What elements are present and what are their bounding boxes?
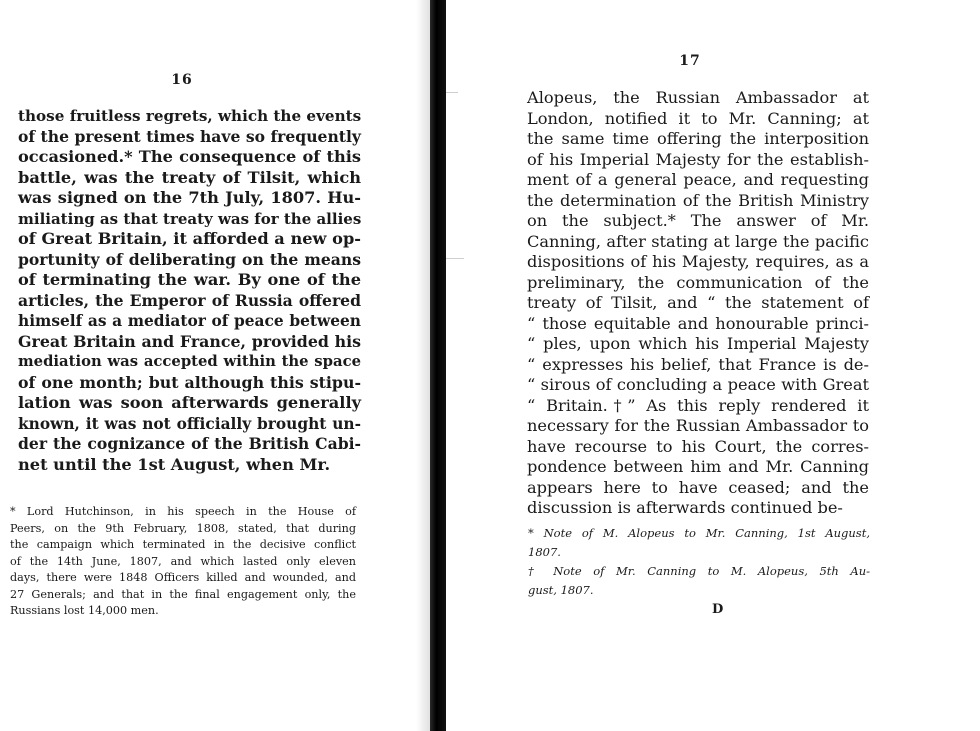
text-line: of Great Britain, it afforded a new op- — [18, 229, 361, 248]
text-line: appears here to have ceased; and the — [527, 477, 869, 497]
body-text — [527, 88, 869, 519]
text-line: himself as a mediator of peace between — [18, 312, 361, 330]
text-line: “ sirous of concluding a peace with Great — [527, 375, 869, 394]
text-line: of the present times have so frequently — [18, 126, 361, 146]
text-line: London, notified it to Mr. Canning; at — [527, 108, 869, 128]
footnote-line: gust, 1807. — [528, 583, 594, 597]
text-line: der the cognizance of the British Cabi- — [18, 434, 361, 453]
text-line: occasioned.* The consequence of this — [18, 147, 361, 166]
text-line: on the subject.* The answer of Mr. — [527, 211, 869, 230]
scan-mark — [446, 92, 458, 93]
page-number: 16 — [171, 72, 193, 88]
scan-mark — [446, 258, 464, 259]
footnote-line: * Lord Hutchinson, in his speech in the House of — [10, 505, 356, 518]
footnote-line: Russians lost 14,000 men. — [10, 604, 159, 617]
text-line: the same time offering the interposition — [527, 129, 869, 148]
text-line: articles, the Emperor of Russia offered — [18, 290, 361, 310]
footnotes — [528, 524, 870, 600]
text-line: of one month; but although this stipu- — [18, 372, 361, 392]
book-gutter — [430, 0, 446, 731]
text-line: “ ples, upon which his Imperial Majesty — [527, 334, 869, 353]
footnotes — [10, 504, 356, 620]
page-number: 17 — [679, 53, 701, 69]
footnote-line: 27 Generals; and that in the final engagement only, the — [10, 587, 356, 601]
text-line: necessary for the Russian Ambassador to — [527, 416, 869, 435]
text-line: dispositions of his Majesty, requires, as a — [527, 252, 869, 271]
text-line: “ expresses his belief, that France is de- — [527, 354, 869, 374]
text-line: “ Britain.†” As this reply rendered it — [527, 395, 869, 415]
footnote-line: the campaign which terminated in the decisive conflict — [10, 538, 356, 551]
text-line: Great Britain and France, provided his — [18, 331, 361, 351]
text-line: treaty of Tilsit, and “ the statement of — [527, 293, 869, 312]
footnote-line: * Note of M. Alopeus to Mr. Canning, 1st August, — [528, 526, 870, 540]
text-line: those fruitless regrets, which the events — [18, 107, 362, 125]
footnote-line: † Note of Mr. Canning to M. Alopeus, 5th Au- — [528, 564, 870, 578]
text-line: “ those equitable and honourable princi- — [527, 313, 869, 333]
left-page — [0, 0, 430, 731]
text-line: battle, was the treaty of Tilsit, which — [18, 167, 361, 187]
footnote-line: days, there were 1848 Officers killed and wounded, and — [10, 571, 356, 584]
text-line: miliating as that treaty was for the allies — [18, 209, 362, 228]
text-line: the determination of the British Ministry — [527, 190, 869, 210]
body-text — [18, 106, 361, 475]
signature-mark: D — [712, 602, 724, 617]
footnote-line: of the 14th June, 1807, and which lasted only eleven — [10, 554, 356, 568]
text-line: of his Imperial Majesty for the establish- — [527, 149, 869, 169]
footnote-line: Peers, on the 9th February, 1808, stated, that during — [10, 521, 356, 535]
text-line: Alopeus, the Russian Ambassador at — [527, 88, 869, 107]
text-line: mediation was accepted within the space — [18, 353, 361, 370]
footnote-line: 1807. — [528, 545, 561, 559]
text-line: preliminary, the communication of the — [527, 272, 869, 292]
text-line: of terminating the war. By one of the — [18, 270, 361, 289]
text-line: Canning, after stating at large the pacific — [527, 231, 869, 251]
text-line: lation was soon afterwards generally — [18, 393, 361, 412]
text-line: net until the 1st August, when Mr. — [18, 454, 331, 474]
text-line: discussion is afterwards continued be- — [527, 498, 843, 517]
text-line: portunity of deliberating on the means — [18, 249, 361, 269]
right-page — [446, 0, 980, 731]
text-line: known, it was not officially brought un- — [18, 414, 361, 433]
text-line: ment of a general peace, and requesting — [527, 170, 869, 189]
text-line: pondence between him and Mr. Canning — [527, 457, 869, 476]
text-line: was signed on the 7th July, 1807. Hu- — [18, 188, 361, 207]
text-line: have recourse to his Court, the corres- — [527, 436, 869, 456]
